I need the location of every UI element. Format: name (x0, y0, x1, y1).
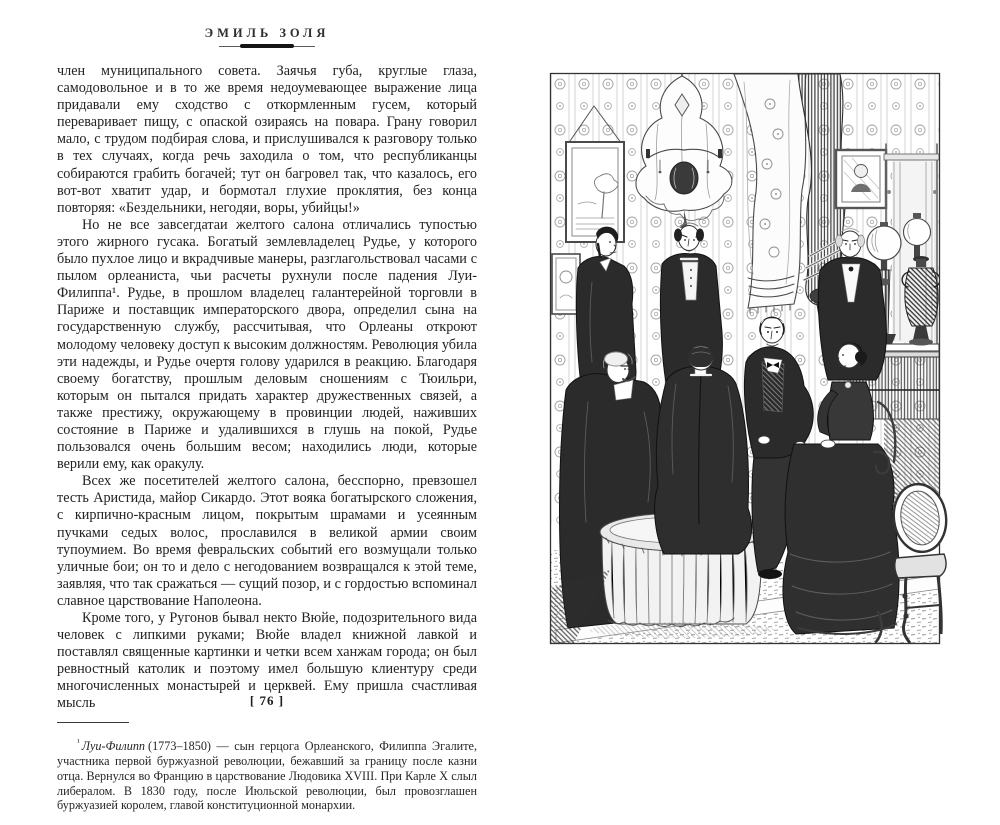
running-header: ЭМИЛЬ ЗОЛЯ (204, 26, 330, 40)
page-number: [ 76 ] (249, 693, 285, 708)
footnote-rule (57, 722, 129, 724)
footnote-text: (1773–1850) — сын герцога Орлеанского, Филиппа Эгалите, участника первой буржуазной революции, бежавший за границу после казни отца. Вернулся во Францию в царствование Людовика XVIII. При Карле X слыл либералом. В 1830 году, после Июльской революции, был провозглашен буржуазией королем, главой конституционной монархии. (57, 739, 477, 813)
paragraph: член муниципального совета. Заячья губа, круглые глаза, самодовольное и в то же время недоумевающее выражение лица придавали ему сходство с откормленным гусем, который переваривает пищу, с опаской озираясь на повара. Грану говорил мало, с трудом подбирая слова, и прислушивался к разговору только в тех случаях, когда речь заходила о том, что республиканцы собираются грабить богачей; тут он багровел так, что казалось, его вот-вот хватит удар, и бормотал глухие проклятия, без конца повторяя: «Бездельники, негодяи, воры, убийцы!» (57, 63, 477, 216)
ottoman-shadow (590, 622, 774, 638)
framed-picture-small-left (552, 254, 580, 314)
paragraph: Но не все завсегдатаи желтого салона отличались тупостью этого жирного гусака. Богатый землевладелец Рудье, у которого было пухлое лицо и вкрадчивые манеры, разглагольствовал часами с пылом орлеаниста, чьи расчеты рухнули после падения Луи-Филиппа¹. Рудье, в прошлом владелец галантерейной торговли в Париже и поставщик императорского двора, определил сына на государственную службу, рассчитывая, что Орлеаны откроют молодому человеку доступ к высоким должностям. Революция убила эти надежды, и Рудье очертя голову ударился в реакцию. Благодаря своему богатству, прошлым деловым сношениям с Тюильри, которым он пытался придать характер дружественных связей, а также престижу, окружающему в провинции людей, наживших состояние в Париже и удалившихся в глушь на покой, Рудье пользовался очень большим весом; находились люди, которые верили ему, как оракулу. (57, 216, 477, 473)
paragraph: Кроме того, у Ругонов бывал некто Вюйе, подозрительного вида человек с липкими руками; Вюйе владел книжной лавкой и поставлял священные картинки и четки всем ханжам города; он был ревностный католик и поэтому имел большую клиентуру среди многочисленных монастырей и церквей. Ему пришла счастливая мысль (57, 610, 477, 712)
footnote-marker: ¹ (77, 737, 80, 748)
body-text (57, 63, 477, 713)
salon-engraving-illustration (548, 72, 950, 650)
paragraph: Всех же посетителей желтого салона, бесспорно, превзошел тесть Аристида, майор Сикардо. Этот вояка богатырского сложения, с кирпично-красным лицом, покрытым шрамами и усеянным пучками седых волос, прославился в великой армии своим тупоумием. Во время февральских событий его возмущали только уличные бои; он то и дело с негодованием возвращался к этой теме, заявляя, что так сражаться — сущий позор, и с гордостью вспоминал славное царствование Наполеона. (57, 473, 477, 609)
header-rule (219, 44, 315, 48)
footnote-term: Луи-Филипп (81, 739, 146, 754)
footnote (57, 735, 477, 813)
framed-portrait-right (836, 150, 886, 208)
